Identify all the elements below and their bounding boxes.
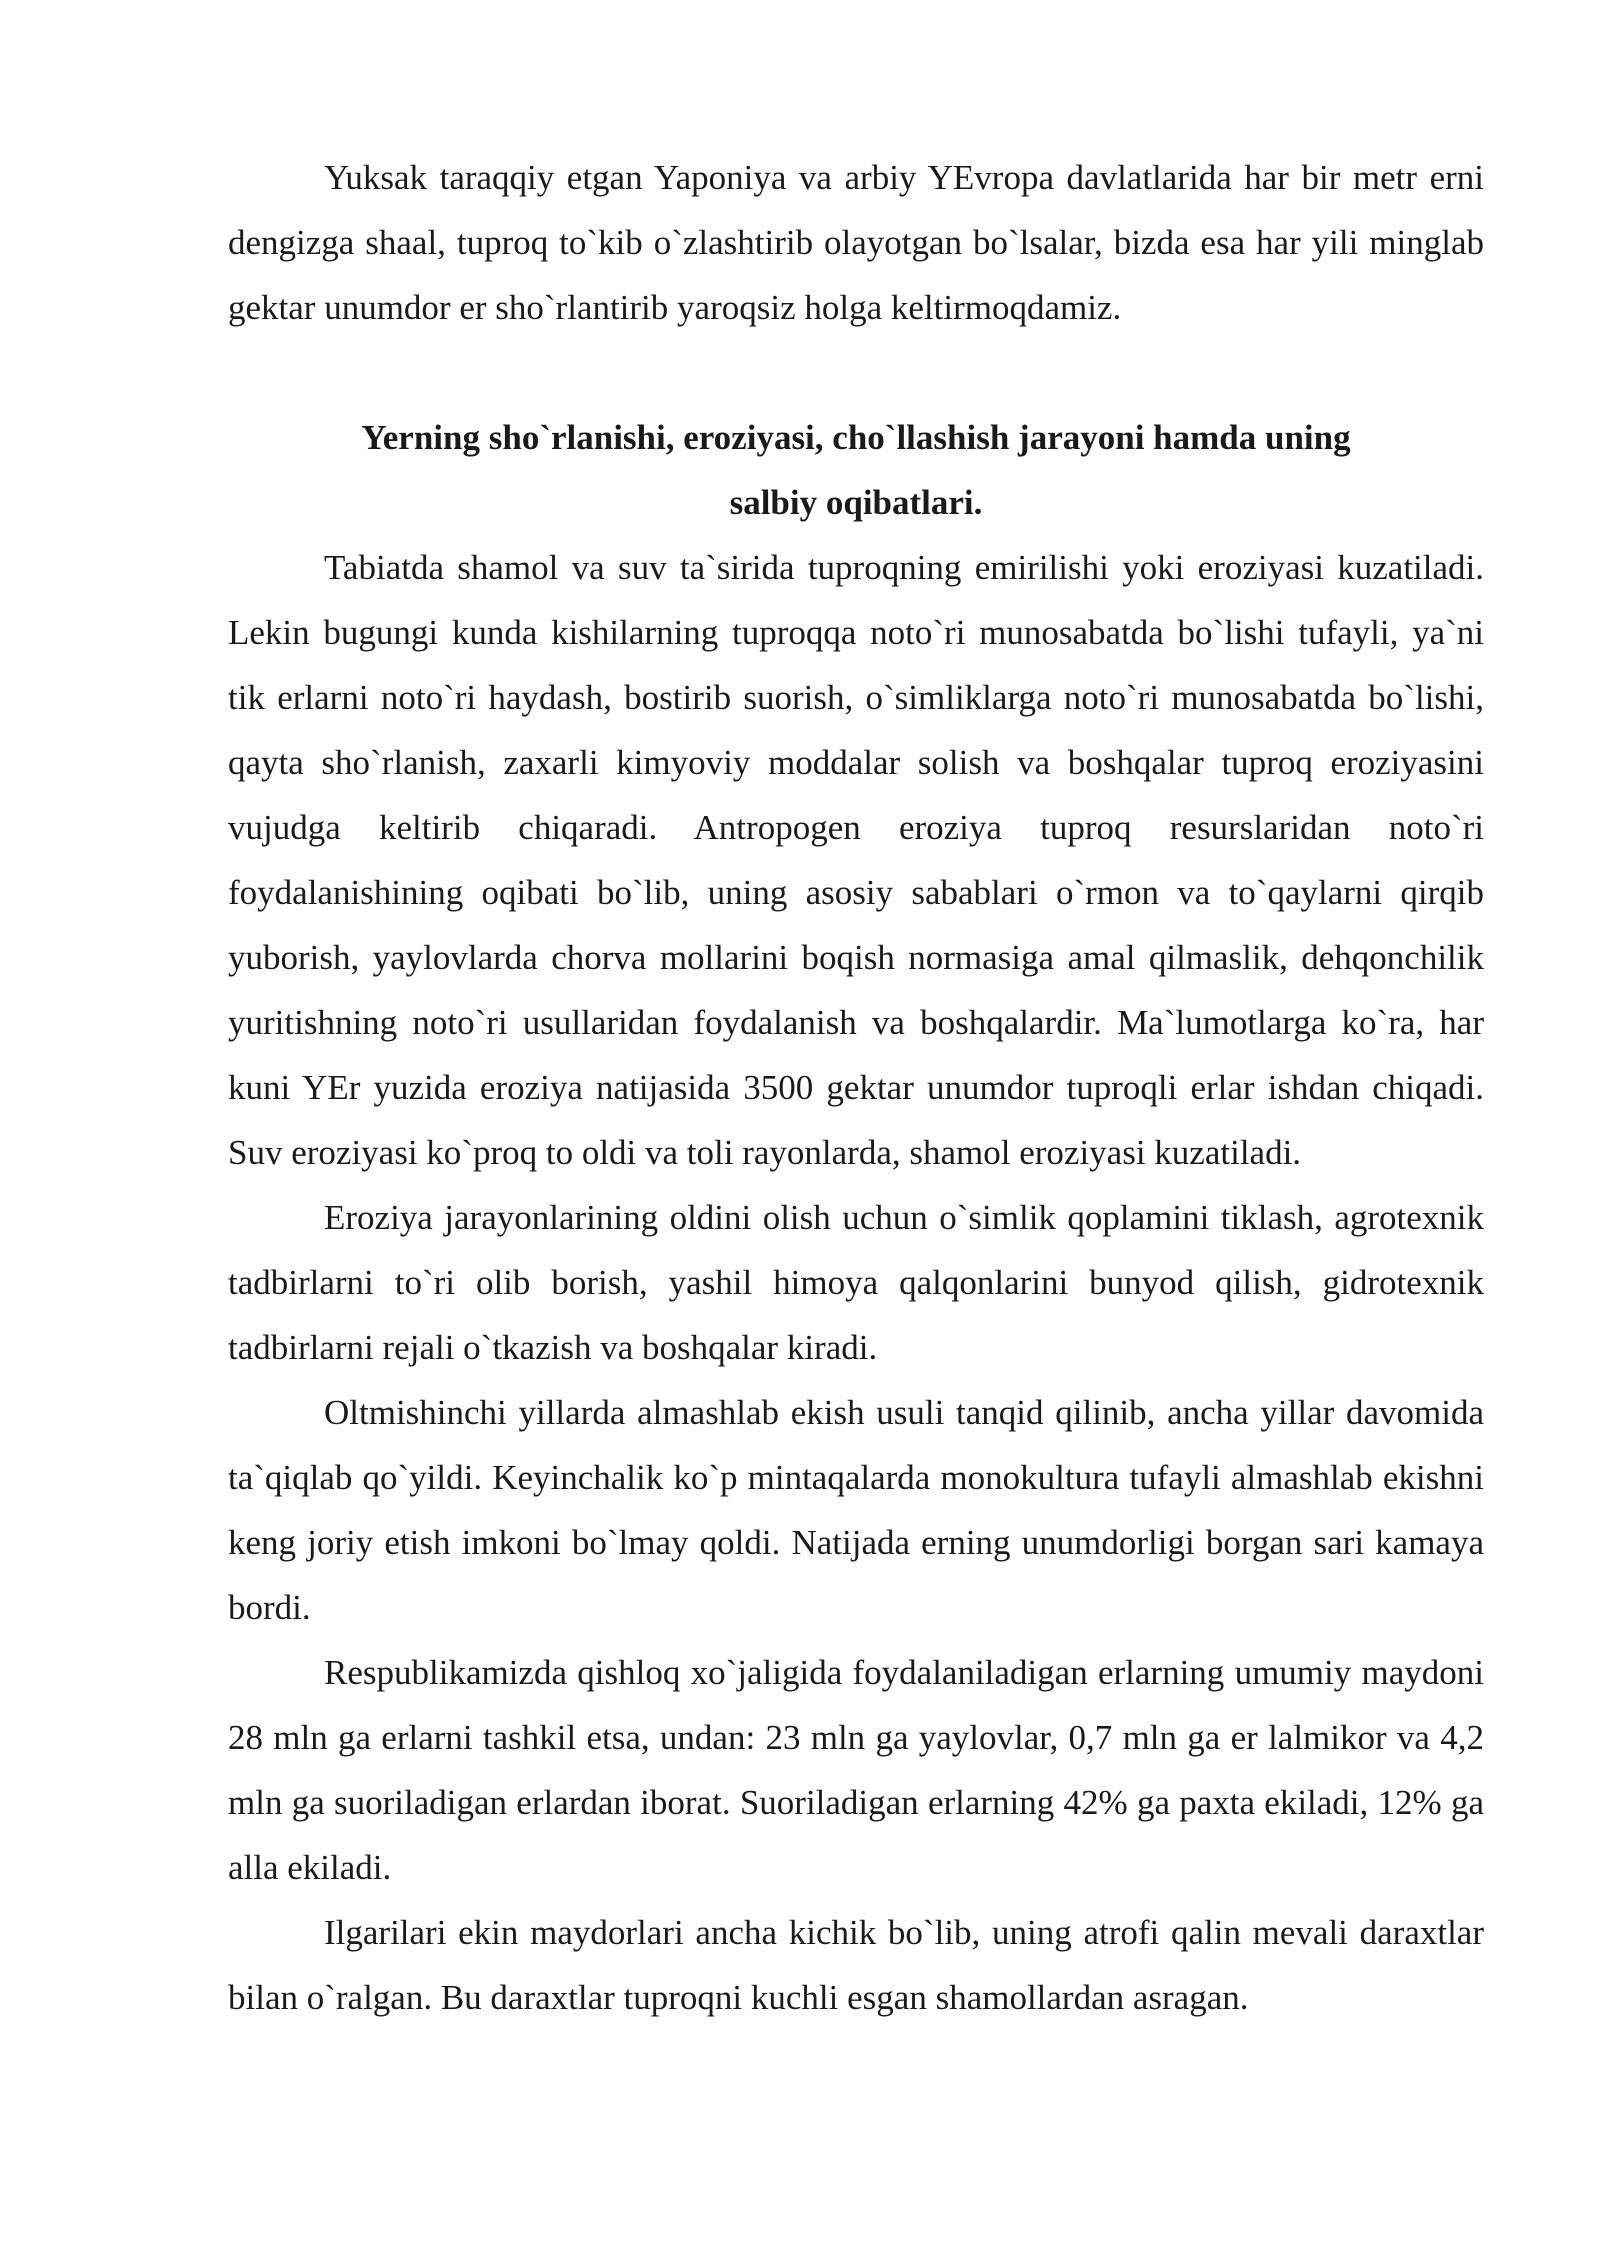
paragraph-prevention: Eroziya jarayonlarining oldini olish uchun o`simlik qoplamini tiklash, agrotexnik tadbirlarni to`ri olib borish, yashil himoya qalqonlarini bunyod qilish, gidrotexnik tadbirlarni rejali o`tkazish va boshqalar kiradi. [228, 1198, 1484, 1367]
paragraph-intro: Yuksak taraqqiy etgan Yaponiya va arbiy YEvropa davlatlarida har bir metr erni dengizga shaal, tuproq to`kib o`zlashtirib olayotgan bo`lsalar, bizda esa har yili minglab gektar unumdor er sho`rlantirib yaroqsiz holga keltirmoqdamiz. [228, 158, 1484, 327]
paragraph-land-statistics: Respublikamizda qishloq xo`jaligida foydalaniladigan erlarning umumiy maydoni 28 mln ga erlarni tashkil etsa, undan: 23 mln ga yaylovlar, 0,7 mln ga er lalmikor va 4,2 mln ga suoriladigan erlardan iborat. Suoriladigan erlarning 42% ga paxta ekiladi, 12% ga alla ekiladi. [228, 1653, 1484, 1887]
section-heading-line-1: Yerning sho`rlanishi, eroziyasi, cho`llashish jarayoni hamda uning [361, 418, 1351, 457]
paragraph-erosion: Tabiatda shamol va suv ta`sirida tuproqning emirilishi yoki eroziyasi kuzatiladi. Lekin bugungi kunda kishilarning tuproqqa noto`ri munosabatda bo`lishi tufayli, ya`ni tik erlarni noto`ri haydash, bostirib suorish, o`simliklarga noto`ri munosabatda bo`lishi, qayta sho`rlanish, zaxarli kimyoviy moddalar solish va boshqalar tuproq eroziyasini vujudga keltirib chiqaradi. Antropogen eroziya tuproq resurslaridan noto`ri foydalanishining oqibati bo`lib, uning asosiy sabablari o`rmon va to`qaylarni qirqib yuborish, yaylovlarda chorva mollarini boqish normasiga amal qilmaslik, dehqonchilik yuritishning noto`ri usullaridan foydalanish va boshqalardir. Ma`lumotlarga ko`ra, har kuni YEr yuzida eroziya natijasida 3500 gektar unumdor tuproqli erlar ishdan chiqadi. Suv eroziyasi ko`proq to oldi va toli rayonlarda, shamol eroziyasi kuzatiladi. [228, 548, 1484, 1172]
paragraph-crop-rotation: Oltmishinchi yillarda almashlab ekish usuli tanqid qilinib, ancha yillar davomida ta`qiqlab qo`yildi. Keyinchalik ko`p mintaqalarda monokultura tufayli almashlab ekishni keng joriy etish imkoni bo`lmay qoldi. Natijada erning unumdorligi borgan sari kamaya bordi. [228, 1393, 1484, 1627]
paragraph-field-trees: Ilgarilari ekin maydorlari ancha kichik bo`lib, uning atrofi qalin mevali daraxtlar bilan o`ralgan. Bu daraxtlar tuproqni kuchli esgan shamollardan asragan. [228, 1913, 1484, 2017]
section-heading [228, 405, 1484, 535]
section-heading-line-2: salbiy oqibatlari. [729, 483, 983, 522]
document-page [228, 145, 1484, 2030]
